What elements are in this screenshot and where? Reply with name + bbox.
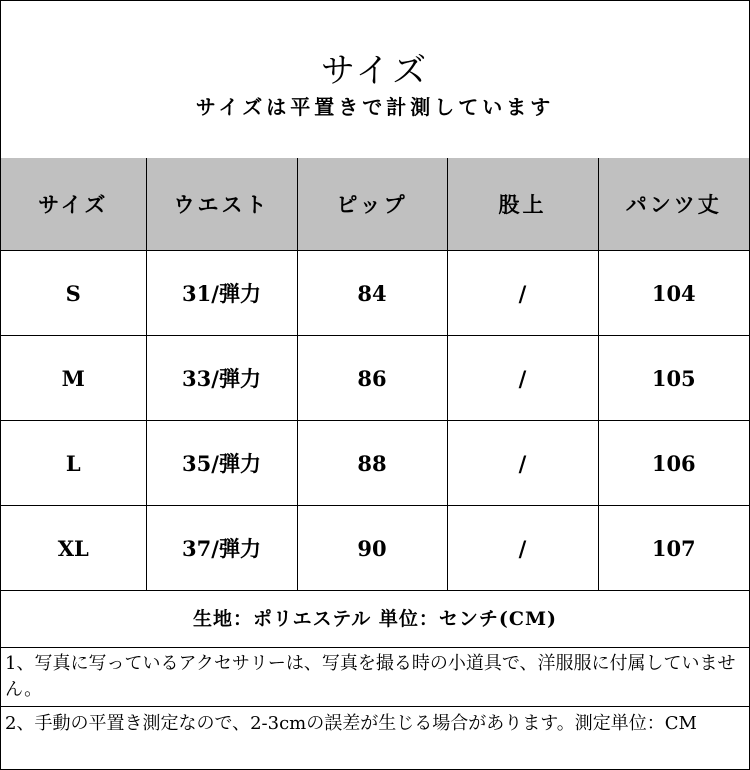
header-waist: ウエスト	[146, 158, 297, 251]
cell-waist: 31/弾力	[146, 251, 297, 336]
cell-length: 106	[598, 421, 749, 506]
header	[1, 1, 749, 159]
table-row	[1, 506, 749, 591]
cell-waist: 33/弾力	[146, 336, 297, 421]
cell-waist: 37/弾力	[146, 506, 297, 591]
table-row	[1, 251, 749, 336]
cell-size: XL	[1, 506, 146, 591]
header-size: サイズ	[1, 158, 146, 251]
size-table	[1, 158, 749, 591]
cell-rise: /	[447, 506, 598, 591]
table-row	[1, 336, 749, 421]
page-subtitle: サイズは平置きで計測しています	[195, 95, 555, 119]
cell-rise: /	[447, 251, 598, 336]
cell-hip: 90	[297, 506, 447, 591]
cell-size: S	[1, 251, 146, 336]
note-accessories: 1、写真に写っているアクセサリーは、写真を撮る時の小道具で、洋服服に付属していません。	[1, 649, 749, 707]
cell-length: 105	[598, 336, 749, 421]
cell-hip: 84	[297, 251, 447, 336]
table-header-row	[1, 158, 749, 251]
cell-size: L	[1, 421, 146, 506]
cell-rise: /	[447, 421, 598, 506]
header-length: パンツ丈	[598, 158, 749, 251]
cell-length: 107	[598, 506, 749, 591]
cell-hip: 88	[297, 421, 447, 506]
cell-waist: 35/弾力	[146, 421, 297, 506]
cell-rise: /	[447, 336, 598, 421]
header-hip: ピップ	[297, 158, 447, 251]
header-rise: 股上	[447, 158, 598, 251]
note-measurement: 2、手動の平置き測定なので、2-3cmの誤差が生じる場合があります。測定単位：CM	[5, 713, 697, 734]
material-info: 生地：ポリエステル 単位：センチ(CM)	[1, 592, 749, 648]
cell-length: 104	[598, 251, 749, 336]
cell-size: M	[1, 336, 146, 421]
table-row	[1, 421, 749, 506]
cell-hip: 86	[297, 336, 447, 421]
page-title: サイズ	[320, 51, 430, 91]
